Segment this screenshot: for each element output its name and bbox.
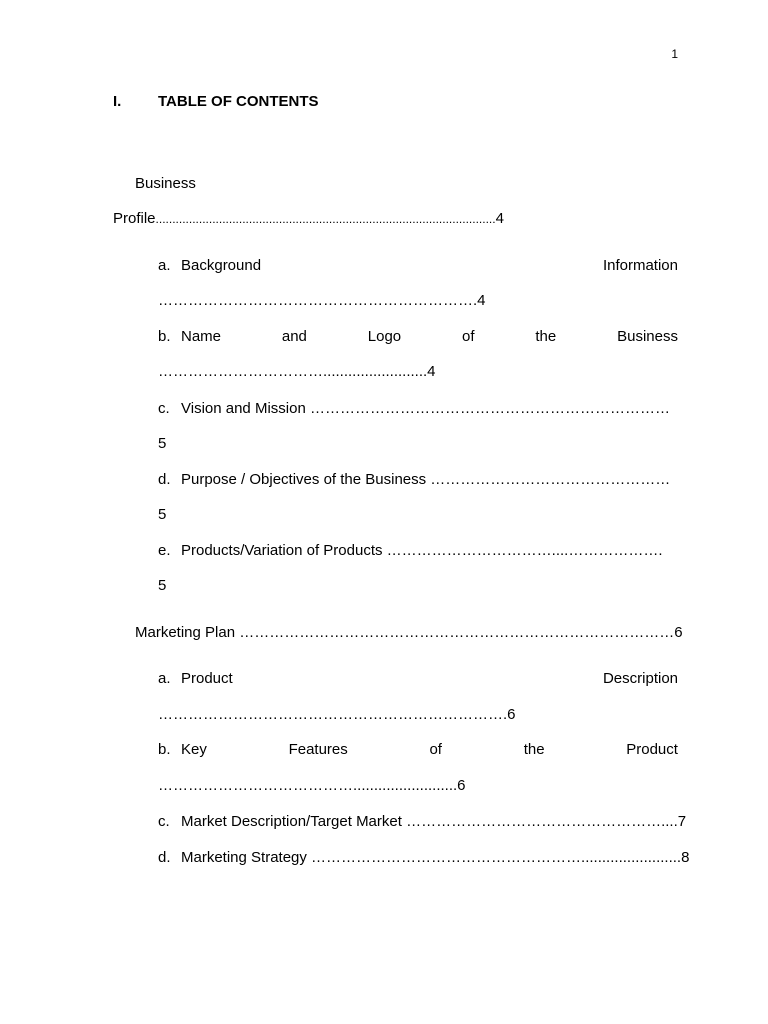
- item-letter: d.: [158, 471, 171, 488]
- section-title-profile: Profile: [113, 210, 156, 227]
- item-leader-line: …………………………………………………………….6: [158, 706, 516, 723]
- item-word: Name: [181, 328, 222, 345]
- item-word: Product: [626, 741, 678, 758]
- toc-item-products-variation: Products/Variation of Products ……………………………....……………….: [181, 542, 663, 559]
- item-word: Features: [288, 741, 348, 758]
- heading-title: TABLE OF CONTENTS: [158, 93, 319, 110]
- item-letter: a.: [158, 670, 171, 687]
- toc-item-marketing-strategy: Marketing Strategy ………………………………………………........................8: [181, 849, 690, 866]
- item-word: Business: [617, 328, 678, 345]
- toc-item-market-description: Market Description/Target Market ……………………………………………....7: [181, 813, 687, 830]
- toc-item-key-features: [181, 741, 678, 759]
- item-leader-line: …………………………….........................4: [158, 363, 436, 380]
- item-word: the: [535, 328, 557, 345]
- item-word: Description: [602, 670, 678, 687]
- item-page-number: 5: [158, 506, 167, 523]
- item-letter: d.: [158, 849, 171, 866]
- item-word: of: [429, 741, 442, 758]
- leader-dots: ......................................................................................................: [155, 212, 496, 226]
- item-letter: c.: [158, 813, 170, 830]
- toc-item-background-information: [181, 257, 678, 275]
- item-letter: b.: [158, 741, 171, 758]
- section-title-profile-line: [113, 210, 504, 228]
- heading-numeral: I.: [113, 93, 122, 110]
- section-title-marketing-plan: Marketing Plan ……………………………………………………………………………6: [135, 624, 683, 641]
- item-word: Background: [181, 257, 262, 274]
- item-page-number: 5: [158, 577, 167, 594]
- toc-item-product-description: [181, 670, 678, 688]
- item-letter: b.: [158, 328, 171, 345]
- item-word: Logo: [367, 328, 402, 345]
- item-word: the: [523, 741, 545, 758]
- item-letter: a.: [158, 257, 171, 274]
- item-letter: e.: [158, 542, 171, 559]
- item-letter: c.: [158, 400, 170, 417]
- item-page-number: 5: [158, 435, 167, 452]
- item-word: of: [462, 328, 475, 345]
- toc-item-purpose-objectives: Purpose / Objectives of the Business …………………………………………: [181, 471, 671, 488]
- item-leader-line: ……………………………………………………….4: [158, 292, 486, 309]
- toc-item-vision-and-mission: Vision and Mission ………………………………………………………………: [181, 400, 670, 417]
- item-leader-line: ………………………………….........................6: [158, 777, 466, 794]
- section-page-number: 4: [495, 210, 504, 227]
- item-word: Product: [181, 670, 233, 687]
- item-word: Information: [602, 257, 678, 274]
- toc-item-name-and-logo: [181, 328, 678, 346]
- item-word: and: [281, 328, 307, 345]
- page-number: 1: [671, 47, 678, 61]
- item-word: Key: [181, 741, 207, 758]
- section-title-business: Business: [135, 175, 196, 192]
